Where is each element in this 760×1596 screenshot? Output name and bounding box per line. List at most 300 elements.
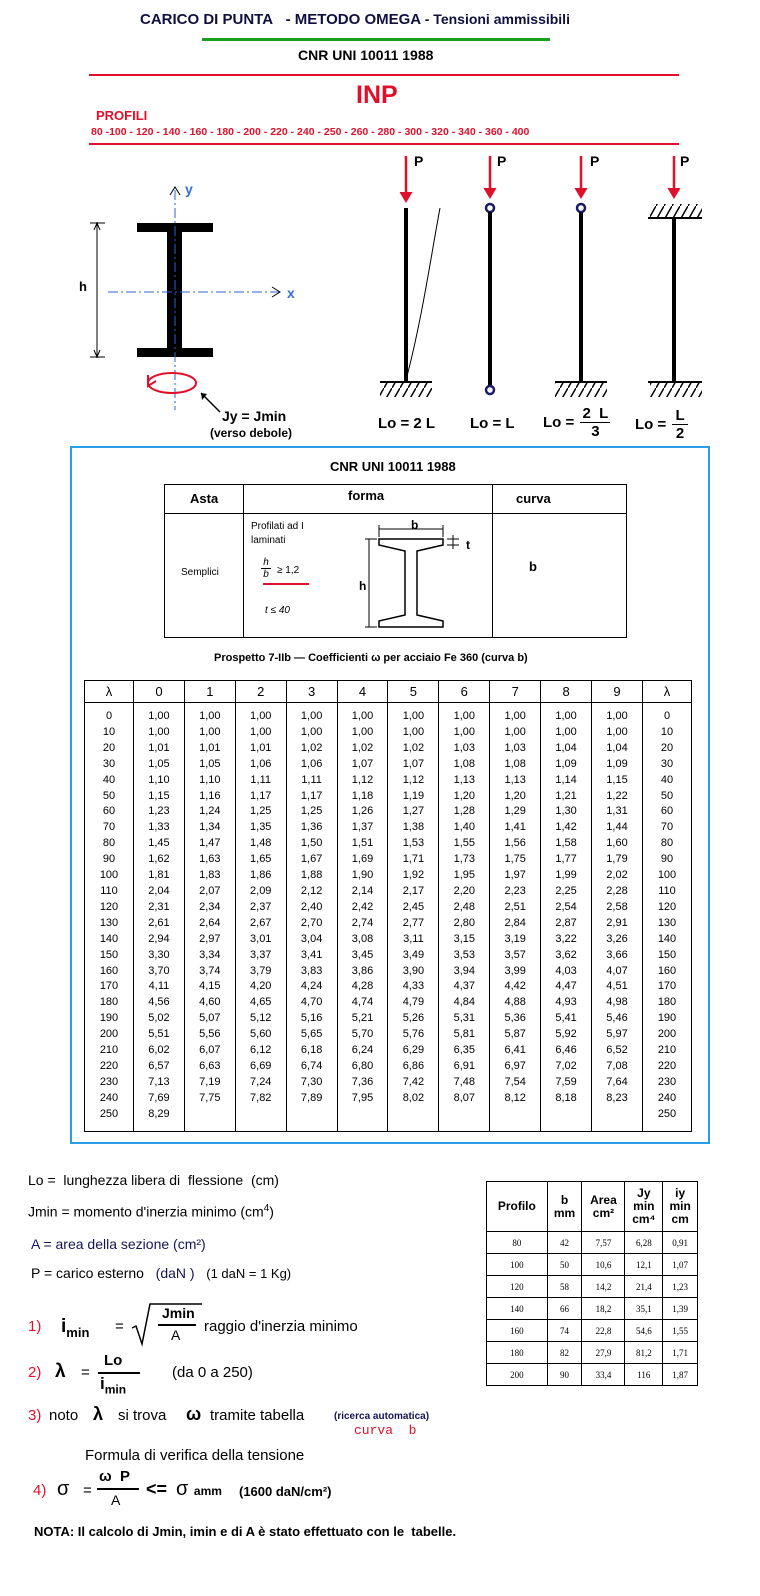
omega-cell: 70 [643, 820, 692, 836]
omega-cell: 6,35 [439, 1043, 490, 1059]
omega-cell: 1,99 [541, 868, 592, 884]
omega-table-row [85, 884, 692, 900]
omega-cell: 1,01 [134, 741, 185, 757]
dim-t: t [466, 538, 470, 552]
omega-cell [541, 1107, 592, 1132]
profile-table-row [487, 1320, 698, 1342]
step-2-frac-den [100, 1374, 126, 1396]
profile-cell: 35,1 [625, 1298, 663, 1320]
omega-cell: 1,31 [592, 804, 643, 820]
omega-cell: 6,02 [134, 1043, 185, 1059]
step-3-omega: ω [186, 1404, 202, 1424]
omega-cell: 5,76 [388, 1027, 439, 1043]
profile-cell: 1,55 [663, 1320, 698, 1342]
omega-cell: 170 [85, 979, 134, 995]
omega-cell: 7,24 [235, 1075, 286, 1091]
omega-table-row [85, 789, 692, 805]
omega-header-cell: 9 [592, 681, 643, 703]
profile-table [486, 1181, 698, 1386]
omega-cell [592, 1107, 643, 1132]
step-1-frac-den: A [171, 1327, 181, 1343]
omega-cell: 6,69 [235, 1059, 286, 1075]
omega-cell: 1,88 [286, 868, 337, 884]
step-4-sigma-amm [176, 1478, 222, 1501]
step-1-text: raggio d'inerzia minimo [204, 1318, 358, 1335]
profile-cell: 200 [487, 1364, 548, 1386]
profile-cell: 10,6 [582, 1254, 625, 1276]
profile-cell: 1,39 [663, 1298, 698, 1320]
omega-cell: 180 [643, 995, 692, 1011]
omega-cell: 5,51 [134, 1027, 185, 1043]
def-p-main: P = carico esterno [31, 1265, 144, 1281]
omega-cell: 150 [643, 948, 692, 964]
omega-table-body [85, 703, 692, 1132]
profile-cell: 74 [547, 1320, 582, 1342]
omega-cell: 1,17 [235, 789, 286, 805]
omega-cell: 1,13 [490, 773, 541, 789]
ratio-num: h [261, 557, 271, 569]
norm-box [70, 446, 710, 1144]
step-3-num: 3) [28, 1407, 42, 1424]
omega-cell: 1,69 [337, 852, 388, 868]
omega-cell: 250 [85, 1107, 134, 1132]
omega-cell: 2,02 [592, 868, 643, 884]
omega-cell: 2,09 [235, 884, 286, 900]
omega-cell: 8,29 [134, 1107, 185, 1132]
omega-cell: 1,05 [184, 757, 235, 773]
omega-cell: 1,13 [439, 773, 490, 789]
omega-cell: 160 [643, 964, 692, 980]
omega-cell: 2,91 [592, 916, 643, 932]
omega-cell: 1,00 [439, 703, 490, 725]
omega-cell: 4,20 [235, 979, 286, 995]
def-lo: Lo = lunghezza libera di flessione (cm) [28, 1172, 279, 1188]
omega-cell: 130 [85, 916, 134, 932]
omega-cell: 1,19 [388, 789, 439, 805]
omega-cell: 100 [85, 868, 134, 884]
omega-cell: 6,29 [388, 1043, 439, 1059]
omega-cell: 1,03 [439, 741, 490, 757]
omega-cell: 220 [85, 1059, 134, 1075]
omega-cell: 1,04 [592, 741, 643, 757]
omega-cell: 5,02 [134, 1011, 185, 1027]
omega-cell: 1,50 [286, 836, 337, 852]
column-pinned-fixed [555, 156, 607, 397]
omega-table-row [85, 1059, 692, 1075]
asta-value: Semplici [181, 567, 219, 578]
profile-cell: 1,23 [663, 1276, 698, 1298]
omega-cell: 1,00 [541, 703, 592, 725]
omega-cell: 7,59 [541, 1075, 592, 1091]
step-2-lhs: λ [55, 1361, 66, 1382]
omega-header-cell: 6 [439, 681, 490, 703]
axis-x-label: x [287, 285, 295, 301]
profile-cell: 81,2 [625, 1342, 663, 1364]
step-4-sub: amm [193, 1484, 222, 1498]
step-1-frac-line [158, 1324, 196, 1326]
small-i-section [361, 515, 491, 633]
omega-cell: 1,23 [134, 804, 185, 820]
omega-cell: 8,07 [439, 1091, 490, 1107]
omega-cell: 2,58 [592, 900, 643, 916]
omega-cell: 2,17 [388, 884, 439, 900]
omega-table-row [85, 1107, 692, 1132]
omega-cell: 1,95 [439, 868, 490, 884]
profile-table-row [487, 1342, 698, 1364]
profile-cell: 50 [547, 1254, 582, 1276]
step-1 [28, 1300, 428, 1350]
omega-cell [490, 1107, 541, 1132]
omega-cell: 5,26 [388, 1011, 439, 1027]
omega-cell: 7,95 [337, 1091, 388, 1107]
column-3-load: P [590, 153, 600, 169]
omega-cell: 200 [85, 1027, 134, 1043]
omega-cell: 5,97 [592, 1027, 643, 1043]
step-4-frac-den: A [111, 1492, 121, 1508]
omega-cell: 1,00 [592, 725, 643, 741]
column-1-lo: Lo = 2 L [378, 415, 436, 432]
omega-cell: 220 [643, 1059, 692, 1075]
omega-table-row [85, 1075, 692, 1091]
col-divider-1 [243, 485, 244, 637]
omega-cell: 40 [85, 773, 134, 789]
omega-cell: 4,37 [439, 979, 490, 995]
def-jmin [28, 1203, 274, 1220]
omega-cell: 1,20 [490, 789, 541, 805]
omega-cell: 70 [85, 820, 134, 836]
omega-header-cell: 1 [184, 681, 235, 703]
step-4-sigma2: σ [176, 1478, 189, 1500]
omega-cell: 2,12 [286, 884, 337, 900]
omega-cell: 1,04 [541, 741, 592, 757]
omega-cell: 160 [85, 964, 134, 980]
omega-cell: 2,37 [235, 900, 286, 916]
omega-cell: 1,42 [541, 820, 592, 836]
omega-cell: 4,60 [184, 995, 235, 1011]
nota: NOTA: Il calcolo di Jmin, imin e di A è stato effettuato con le tabelle. [34, 1524, 457, 1539]
ratio-fraction [261, 557, 271, 580]
omega-cell: 4,88 [490, 995, 541, 1011]
omega-cell: 1,12 [388, 773, 439, 789]
omega-cell: 1,58 [541, 836, 592, 852]
omega-cell: 3,22 [541, 932, 592, 948]
omega-cell: 1,02 [286, 741, 337, 757]
omega-cell: 4,79 [388, 995, 439, 1011]
omega-cell: 4,65 [235, 995, 286, 1011]
omega-cell: 1,97 [490, 868, 541, 884]
column-3-lo-num: 2 L [582, 405, 609, 422]
omega-cell: 1,11 [235, 773, 286, 789]
omega-cell: 1,00 [286, 725, 337, 741]
omega-cell: 7,69 [134, 1091, 185, 1107]
omega-cell: 7,36 [337, 1075, 388, 1091]
profile-cell: 22,8 [582, 1320, 625, 1342]
omega-table-row [85, 995, 692, 1011]
omega-table-header [85, 681, 692, 703]
omega-cell: 6,24 [337, 1043, 388, 1059]
omega-cell: 4,84 [439, 995, 490, 1011]
profile-cell: 18,2 [582, 1298, 625, 1320]
omega-cell: 2,28 [592, 884, 643, 900]
omega-cell: 5,87 [490, 1027, 541, 1043]
omega-cell [184, 1107, 235, 1132]
omega-cell: 1,07 [388, 757, 439, 773]
profile-cell: 1,71 [663, 1342, 698, 1364]
omega-cell: 3,26 [592, 932, 643, 948]
omega-cell: 1,81 [134, 868, 185, 884]
omega-cell: 1,06 [286, 757, 337, 773]
omega-cell: 1,07 [337, 757, 388, 773]
omega-cell: 7,30 [286, 1075, 337, 1091]
profile-cell: 140 [487, 1298, 548, 1320]
profile-cell: 21,4 [625, 1276, 663, 1298]
omega-cell: 200 [643, 1027, 692, 1043]
step-4-num: 4) [33, 1482, 47, 1499]
omega-cell: 1,65 [235, 852, 286, 868]
imin-sub: min [66, 1324, 90, 1340]
omega-cell: 1,75 [490, 852, 541, 868]
omega-cell: 1,22 [592, 789, 643, 805]
omega-cell: 30 [643, 757, 692, 773]
omega-cell: 5,36 [490, 1011, 541, 1027]
omega-cell: 250 [643, 1107, 692, 1132]
omega-cell: 1,27 [388, 804, 439, 820]
def-p [31, 1265, 291, 1281]
omega-cell: 1,14 [541, 773, 592, 789]
omega-cell: 6,41 [490, 1043, 541, 1059]
omega-cell: 6,18 [286, 1043, 337, 1059]
step-2-num: 2) [28, 1364, 42, 1381]
omega-cell [235, 1107, 286, 1132]
omega-table-row [85, 820, 692, 836]
omega-table-row [85, 836, 692, 852]
omega-cell: 50 [85, 789, 134, 805]
omega-cell: 2,74 [337, 916, 388, 932]
omega-cell: 240 [643, 1091, 692, 1107]
omega-table-row [85, 1043, 692, 1059]
omega-cell: 8,12 [490, 1091, 541, 1107]
omega-cell: 7,82 [235, 1091, 286, 1107]
column-4-lo-fraction [672, 407, 687, 442]
profile-table-row [487, 1254, 698, 1276]
omega-cell: 5,46 [592, 1011, 643, 1027]
step-4-eq: = [83, 1482, 92, 1499]
axis-y-label: y [185, 181, 193, 197]
omega-cell: 1,63 [184, 852, 235, 868]
omega-cell: 1,26 [337, 804, 388, 820]
omega-cell: 2,48 [439, 900, 490, 916]
omega-cell: 3,19 [490, 932, 541, 948]
omega-cell: 3,57 [490, 948, 541, 964]
head-curva: curva [516, 491, 551, 506]
omega-cell: 3,53 [439, 948, 490, 964]
omega-cell: 1,06 [235, 757, 286, 773]
omega-cell: 1,71 [388, 852, 439, 868]
formula-title: Formula di verifica della tensione [85, 1447, 305, 1464]
omega-cell: 5,92 [541, 1027, 592, 1043]
section-title: INP [356, 81, 398, 109]
omega-table-row [85, 916, 692, 932]
omega-cell: 1,56 [490, 836, 541, 852]
omega-table-row [85, 703, 692, 725]
omega-cell: 7,42 [388, 1075, 439, 1091]
omega-cell: 1,48 [235, 836, 286, 852]
omega-cell: 3,70 [134, 964, 185, 980]
step-3 [28, 1403, 488, 1443]
omega-cell: 5,41 [541, 1011, 592, 1027]
omega-table-row [85, 852, 692, 868]
omega-cell: 2,70 [286, 916, 337, 932]
omega-cell: 2,23 [490, 884, 541, 900]
omega-cell: 1,00 [490, 703, 541, 725]
omega-cell [286, 1107, 337, 1132]
omega-cell [337, 1107, 388, 1132]
omega-cell: 1,08 [439, 757, 490, 773]
profile-cell: 27,9 [582, 1342, 625, 1364]
omega-cell: 3,30 [134, 948, 185, 964]
ratio-den: b [263, 569, 269, 580]
omega-cell: 2,80 [439, 916, 490, 932]
omega-cell: 3,08 [337, 932, 388, 948]
dim-h: h [359, 579, 367, 593]
omega-cell: 7,02 [541, 1059, 592, 1075]
step-4-frac-line [97, 1488, 139, 1490]
classification-header [165, 485, 626, 514]
omega-table-row [85, 868, 692, 884]
profile-cell: 1,87 [663, 1364, 698, 1386]
omega-cell: 1,29 [490, 804, 541, 820]
omega-cell: 1,02 [337, 741, 388, 757]
omega-cell: 1,51 [337, 836, 388, 852]
omega-cell: 8,23 [592, 1091, 643, 1107]
profile-cell: 0,91 [663, 1232, 698, 1254]
omega-cell: 4,07 [592, 964, 643, 980]
omega-cell: 6,86 [388, 1059, 439, 1075]
omega-cell: 5,21 [337, 1011, 388, 1027]
omega-table-row [85, 964, 692, 980]
omega-cell: 4,98 [592, 995, 643, 1011]
omega-cell: 1,41 [490, 820, 541, 836]
omega-cell: 6,57 [134, 1059, 185, 1075]
column-3-lo-fraction [580, 405, 610, 440]
column-4-lo-prefix: Lo = [635, 416, 667, 433]
profili-list: 80 -100 - 120 - 140 - 160 - 180 - 200 - 220 - 240 - 250 - 260 - 280 - 300 - 320 - 340 - 360 - 400 [91, 126, 530, 138]
omega-cell: 50 [643, 789, 692, 805]
title-part3: - Tensioni ammissibili [424, 11, 570, 27]
profile-cell: 33,4 [582, 1364, 625, 1386]
profile-cell: 12,1 [625, 1254, 663, 1276]
omega-cell: 5,31 [439, 1011, 490, 1027]
omega-cell: 1,60 [592, 836, 643, 852]
omega-cell: 7,19 [184, 1075, 235, 1091]
omega-cell: 4,33 [388, 979, 439, 995]
omega-cell: 1,37 [337, 820, 388, 836]
omega-cell: 1,92 [388, 868, 439, 884]
omega-cell: 2,07 [184, 884, 235, 900]
step-1-num: 1) [28, 1318, 42, 1335]
profile-table-row [487, 1276, 698, 1298]
omega-cell: 190 [643, 1011, 692, 1027]
head-forma: forma [348, 488, 385, 503]
profile-cell: 58 [547, 1276, 582, 1298]
omega-table [84, 680, 692, 1132]
profile-cell: 42 [547, 1232, 582, 1254]
forma-line1: Profilati ad I [251, 521, 304, 532]
omega-cell: 7,08 [592, 1059, 643, 1075]
column-fixed-fixed [648, 156, 702, 397]
omega-cell: 140 [85, 932, 134, 948]
omega-cell: 3,90 [388, 964, 439, 980]
omega-header-cell: 0 [134, 681, 185, 703]
omega-cell: 2,97 [184, 932, 235, 948]
omega-cell: 1,77 [541, 852, 592, 868]
omega-cell: 2,14 [337, 884, 388, 900]
omega-cell: 1,00 [184, 703, 235, 725]
omega-cell: 1,00 [388, 703, 439, 725]
title-part2: - METODO OMEGA [285, 11, 421, 28]
omega-cell: 5,12 [235, 1011, 286, 1027]
omega-cell: 1,47 [184, 836, 235, 852]
omega-cell: 100 [643, 868, 692, 884]
omega-cell: 1,09 [541, 757, 592, 773]
omega-cell: 190 [85, 1011, 134, 1027]
omega-cell: 20 [85, 741, 134, 757]
omega-cell: 1,01 [235, 741, 286, 757]
omega-cell: 1,38 [388, 820, 439, 836]
column-1-load: P [414, 153, 424, 169]
omega-table-row [85, 932, 692, 948]
omega-cell: 1,21 [541, 789, 592, 805]
column-3-lo-prefix: Lo = [543, 414, 575, 431]
profile-cell: 7,57 [582, 1232, 625, 1254]
omega-cell: 2,54 [541, 900, 592, 916]
omega-cell: 1,17 [286, 789, 337, 805]
omega-cell: 3,15 [439, 932, 490, 948]
def-p-unit: (daN ) [155, 1265, 195, 1281]
omega-cell: 3,04 [286, 932, 337, 948]
omega-cell: 3,99 [490, 964, 541, 980]
omega-cell: 6,91 [439, 1059, 490, 1075]
column-3-lo-den: 3 [591, 423, 600, 440]
profile-cell: 160 [487, 1320, 548, 1342]
forma-line2: laminati [251, 535, 286, 546]
omega-cell: 1,10 [134, 773, 185, 789]
omega-cell: 40 [643, 773, 692, 789]
omega-cell: 60 [85, 804, 134, 820]
step-4-sigma: σ [57, 1478, 70, 1500]
column-2-lo: Lo = L [470, 415, 515, 432]
step-2-text: (da 0 a 250) [172, 1364, 253, 1381]
omega-cell: 2,34 [184, 900, 235, 916]
omega-cell: 1,25 [235, 804, 286, 820]
profile-cell: 100 [487, 1254, 548, 1276]
omega-cell: 6,80 [337, 1059, 388, 1075]
omega-cell: 1,36 [286, 820, 337, 836]
omega-cell: 3,86 [337, 964, 388, 980]
omega-table-row [85, 804, 692, 820]
profile-cell: 1,07 [663, 1254, 698, 1276]
profile-header-cell: Profilo [487, 1182, 548, 1232]
omega-cell: 5,65 [286, 1027, 337, 1043]
step-3-text1: noto [49, 1407, 79, 1424]
omega-cell: 1,00 [235, 725, 286, 741]
omega-table-row [85, 1091, 692, 1107]
omega-cell: 1,00 [134, 725, 185, 741]
omega-cell: 2,25 [541, 884, 592, 900]
step-3-text3: tramite tabella [210, 1407, 305, 1424]
omega-cell: 1,34 [184, 820, 235, 836]
omega-cell: 2,77 [388, 916, 439, 932]
